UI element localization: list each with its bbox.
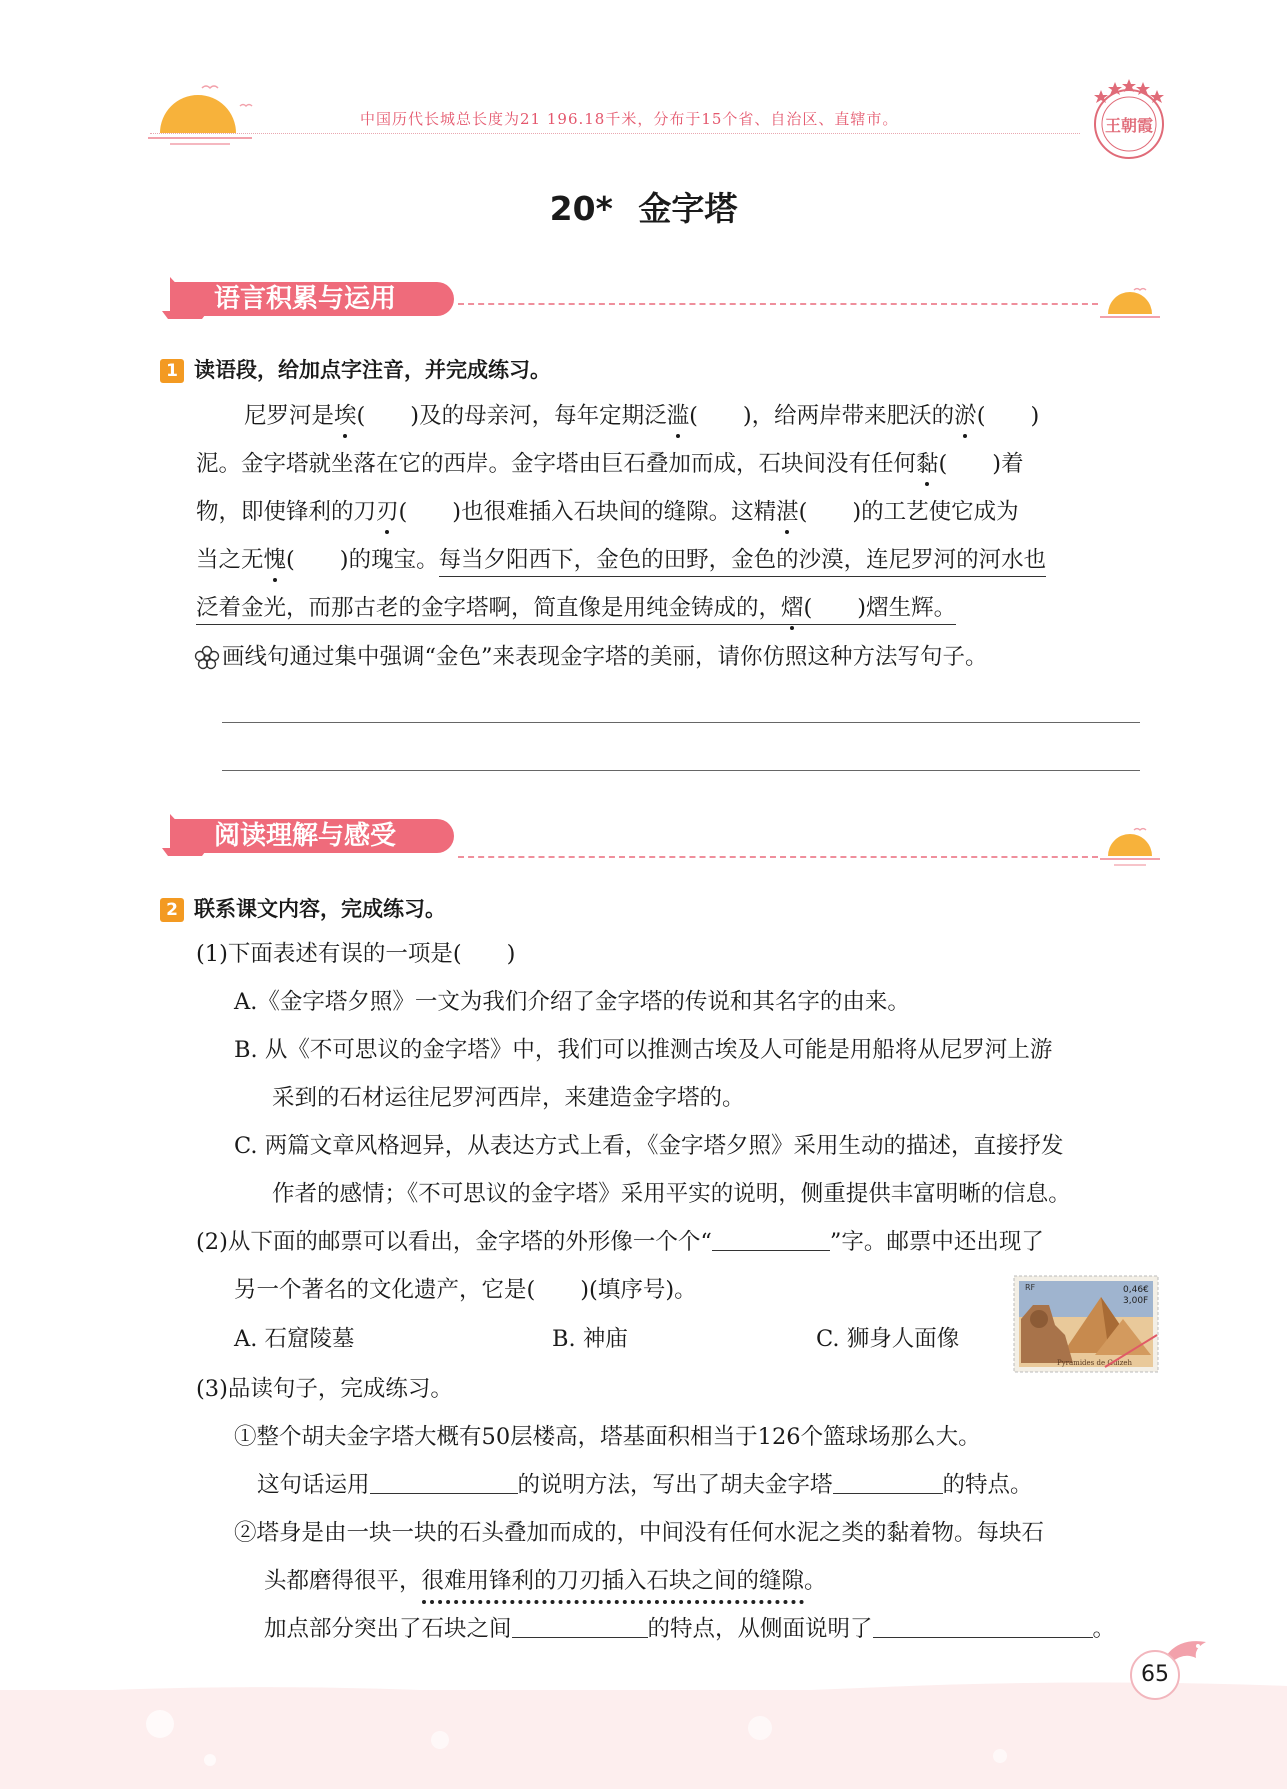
q2-part3-sentence-2: ②塔身是由一块一块的石头叠加而成的，中间没有任何水泥之类的黏着物。每块石 xyxy=(234,1520,1045,1546)
q2-part3-sentence-1: ①整个胡夫金字塔大概有50层楼高，塔基面积相当于126个篮球场那么大。 xyxy=(234,1424,981,1450)
lesson-name: 金字塔 xyxy=(638,189,738,228)
svg-text:3,00F: 3,00F xyxy=(1123,1296,1149,1306)
page-number: 65 xyxy=(1130,1650,1180,1700)
svg-text:Pyramides de Guizeh: Pyramides de Guizeh xyxy=(1057,1359,1133,1367)
q2-part3-sentence-2-cont: 头都磨得很平，很难用锋利的刀刃插入石块之间的缝隙。 xyxy=(264,1570,827,1593)
underlined-sentence: 每当夕阳西下，金色的田野，金色的沙漠，连尼罗河的河水也 xyxy=(439,547,1047,577)
footer-bubbles xyxy=(120,1700,1120,1780)
small-sunset-icon xyxy=(1100,824,1160,874)
question-2-number: 2 xyxy=(160,898,184,922)
question-2-heading xyxy=(160,893,446,923)
q2-part2-option-a[interactable]: A. 石窟陵墓 xyxy=(234,1326,355,1352)
section-divider xyxy=(458,856,1098,858)
passage-line-5: 泛着金光，而那古老的金字塔啊，简直像是用纯金铸成的，熠( )熠生辉。 xyxy=(196,597,956,620)
blank-stone-feature[interactable] xyxy=(512,1637,648,1638)
blank-method[interactable] xyxy=(370,1493,518,1494)
flower-icon xyxy=(194,645,220,671)
q2-part3-stem: (3)品读句子，完成练习。 xyxy=(196,1376,453,1402)
passage-line-2: 泥。金字塔就坐落在它的西岸。金字塔由巨石叠加而成，石块间没有任何黏( )着 xyxy=(196,451,1024,477)
section-divider xyxy=(458,303,1098,305)
answer-line-2[interactable] xyxy=(222,770,1140,771)
question-2-title: 联系课文内容，完成练习。 xyxy=(194,897,446,921)
small-sunset-icon xyxy=(1100,284,1160,324)
logo-text: 王朝霞 xyxy=(1104,116,1154,135)
q2-part1-option-b[interactable]: B. 从《不可思议的金字塔》中，我们可以推测古埃及人可能是用船将从尼罗河上游 xyxy=(234,1037,1053,1063)
q2-part3-fill-2: 加点部分突出了石块之间 的特点，从侧面说明了 。 xyxy=(264,1616,1116,1642)
sunset-icon xyxy=(140,78,260,148)
section-title-reading: 阅读理解与感受 xyxy=(170,819,454,853)
header-divider xyxy=(150,133,1080,134)
q2-part3-fill-1: 这句话运用 的说明方法，写出了胡夫金字塔 的特点。 xyxy=(257,1472,1033,1498)
section-title-language: 语言积累与运用 xyxy=(170,282,454,316)
q1-task: 画线句通过集中强调“金色”来表现金字塔的美丽，请你仿照这种方法写句子。 xyxy=(222,644,988,670)
passage-line-4: 当之无愧( )的瑰宝。每当夕阳西下，金色的田野，金色的沙漠，连尼罗河的河水也 xyxy=(196,549,1046,572)
question-1-heading xyxy=(160,354,551,384)
lesson-title xyxy=(0,183,1287,230)
q2-part1-option-a[interactable]: A.《金字塔夕照》一文为我们介绍了金字塔的传说和其名字的由来。 xyxy=(234,989,910,1015)
blank-illustrates[interactable] xyxy=(873,1637,1093,1638)
q2-part1-option-b-cont: 采到的石材运往尼罗河西岸，来建造金字塔的。 xyxy=(272,1085,745,1111)
q2-part2-stem: (2)从下面的邮票可以看出，金字塔的外形像一个个“ ”字。邮票中还出现了 xyxy=(196,1229,1044,1255)
q2-part1-stem: (1)下面表述有误的一项是( ) xyxy=(196,941,516,967)
q2-part1-option-c[interactable]: C. 两篇文章风格迥异，从表达方式上看，《金字塔夕照》采用生动的描述，直接抒发 xyxy=(234,1133,1064,1159)
blank-feature[interactable] xyxy=(833,1493,943,1494)
answer-line-1[interactable] xyxy=(222,722,1140,723)
q2-part1-option-c-cont: 作者的感情；《不可思议的金字塔》采用平实的说明，侧重提供丰富明晰的信息。 xyxy=(272,1181,1071,1207)
q2-part2-option-b[interactable]: B. 神庙 xyxy=(552,1326,628,1352)
svg-text:0,46€: 0,46€ xyxy=(1123,1285,1149,1295)
lesson-number: 20* xyxy=(549,189,613,228)
logo-seal-icon xyxy=(1088,76,1170,162)
blank-shape-char[interactable] xyxy=(712,1250,830,1251)
dotted-phrase: 很难用锋利的刀刃插入石块之间的缝隙 xyxy=(422,1568,805,1604)
svg-text:RF: RF xyxy=(1025,1283,1036,1292)
q2-part2-line2: 另一个著名的文化遗产，它是( )(填序号)。 xyxy=(234,1277,697,1303)
question-1-title: 读语段，给加点字注音，并完成练习。 xyxy=(194,358,551,382)
header-note: 中国历代长城总长度为21 196.18千米，分布于15个省、自治区、直辖市。 xyxy=(360,110,899,128)
passage-line-3: 物，即使锋利的刀刃( )也很难插入石块间的缝隙。这精湛( )的工艺使它成为 xyxy=(196,499,1019,525)
q2-part2-option-c[interactable]: C. 狮身人面像 xyxy=(816,1326,960,1352)
question-1-number: 1 xyxy=(160,359,184,383)
pyramid-stamp-image xyxy=(1013,1275,1159,1373)
passage-line-1: 尼罗河是埃( )及的母亲河，每年定期泛滥( )，给两岸带来肥沃的淤( ) xyxy=(244,403,1040,429)
